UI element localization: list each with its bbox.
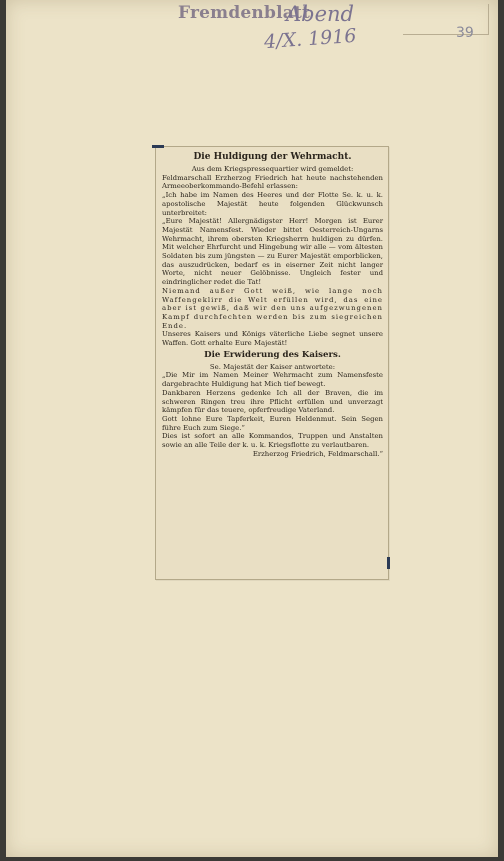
paragraph-5: Se. Majestät der Kaiser antwortete: bbox=[209, 362, 336, 371]
archive-box bbox=[403, 4, 489, 35]
paragraph-8: Gott lohne Eure Tapferkeit, Euren Heldenmut. Sein Segen führe Euch zum Siege.“ bbox=[162, 414, 383, 432]
paragraph-2: „Eure Majestät! Allergnädigster Herr! Morgen ist Eurer Majestät Namensfest. Wieder bittet Oesterreich-Ungarns Wehrmacht, ihrem obersten Kriegsherrn huldigen zu dürfen. Mit welcher Ehrfurcht und Hingebung wir alle — vom ältesten Soldaten bis zum jüngsten — zu Eurer Majestät emporblicken, das auszudrücken, bedarf es in eiserner Zeit nicht langer Worte, nicht neuer Gelöbnisse. Ungleich fester und eindringlicher redet die Tat! bbox=[162, 217, 383, 287]
archive-number: 39 bbox=[456, 25, 474, 41]
signature: Erzherzog Friedrich, Feldmarschall.“ bbox=[252, 449, 383, 458]
newspaper-clipping bbox=[155, 146, 389, 580]
paragraph-1: „Ich habe im Namen des Heeres und der Flotte Se. k. u. k. apostolische Majestät heute folgenden Glückwunsch unterbreitet: bbox=[162, 191, 383, 217]
dateline: Aus dem Kriegspressequartier wird gemeldet: bbox=[191, 165, 354, 173]
paragraph-6: „Die Mir im Namen Meiner Wehrmacht zum Namensfeste dargebrachte Huldigung hat Mich tief bewegt. bbox=[162, 371, 383, 389]
article-title: Die Huldigung der Wehrmacht. bbox=[193, 152, 352, 162]
clip-mark-top bbox=[152, 145, 164, 148]
handwritten-edition: Abend bbox=[286, 2, 355, 26]
article-subtitle: Die Erwiderung des Kaisers. bbox=[204, 349, 341, 360]
paragraph-9: Dies ist sofort an alle Kommandos, Truppen und Anstalten sowie an alle Teile der k. u. k. Kriegsflotte zu verlautbaren. bbox=[162, 432, 383, 450]
intro-paragraph: Feldmarschall Erzherzog Friedrich hat heute nachstehenden Armeeoberkommando-Befehl erlassen: bbox=[162, 173, 383, 191]
archive-sheet bbox=[6, 0, 498, 857]
paragraph-7: Dankbaren Herzens gedenke Ich all der Braven, die im schweren Ringen treu ihre Pflicht erfüllen und unverzagt kämpfen für das teuere, opferfreudige Vaterland. bbox=[162, 388, 383, 415]
paragraph-3: Niemand außer Gott weiß, wie lange noch Waffengeklirr die Welt erfüllen wird, das eine aber ist gewiß, daß wir den uns aufgezwungenen Kampf durchfechten werden bis zum siegreichen Ende. bbox=[162, 286, 383, 330]
newspaper-stamp: Fremdenblatt bbox=[178, 3, 311, 23]
clip-mark-bottom bbox=[387, 557, 390, 569]
handwritten-date: 4/X. 1916 bbox=[263, 24, 358, 54]
paragraph-4: Unseres Kaisers und Königs väterliche Liebe segnet unsere Waffen. Gott erhalte Eure Majestät! bbox=[162, 330, 383, 348]
